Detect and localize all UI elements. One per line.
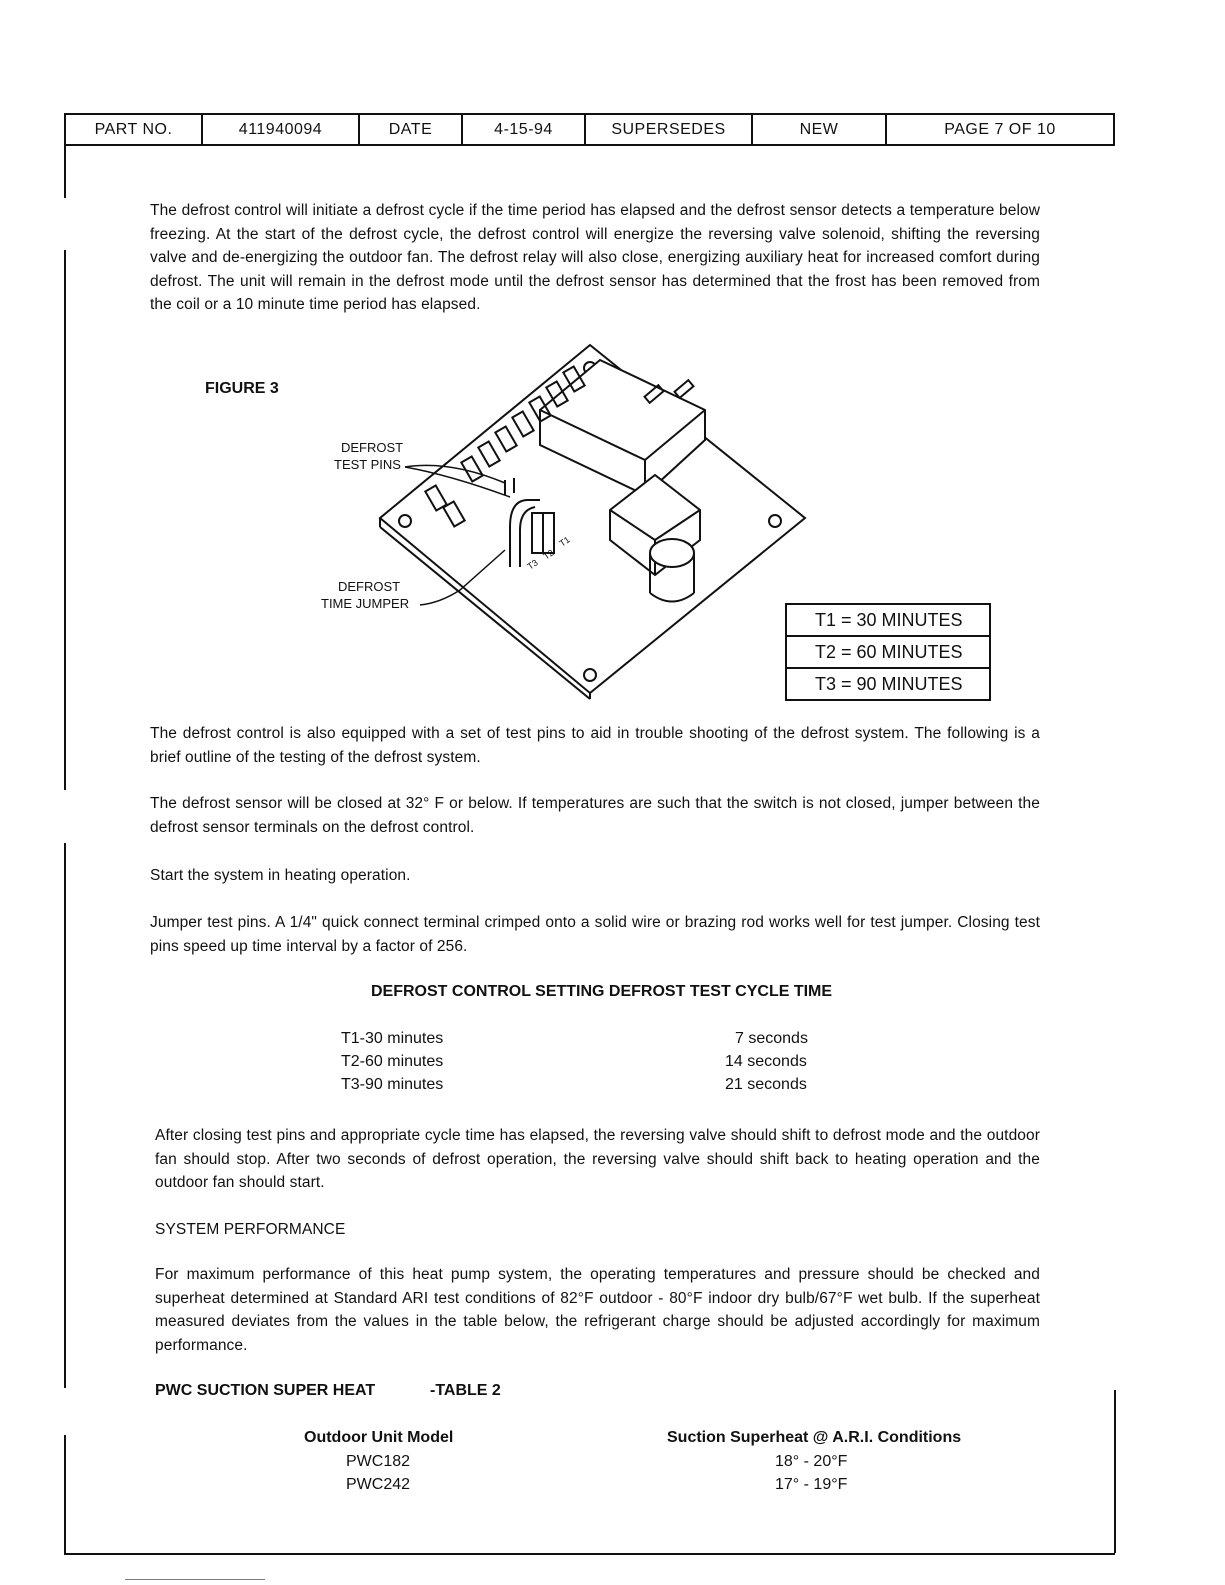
superheat-table-title: PWC SUCTION SUPER HEAT <box>155 1382 376 1399</box>
timing-row: T3 = 90 MINUTES <box>815 673 963 694</box>
paragraph-performance: For maximum performance of this heat pump system, the operating temperatures and pressure should be checked and superheat determined at Standard ARI test conditions of 82°F outdoor - 80°F indoor dry bulb/67°F wet bulb. If the superheat measured deviates from the values in the table below, the refrigerant charge should be adjusted accordingly for maximum performance. <box>155 1266 1040 1354</box>
date-label: DATE <box>360 115 463 144</box>
callout-jumper-label: DEFROST TIME JUMPER <box>321 579 410 611</box>
defrost-table-heading: DEFROST CONTROL SETTING DEFROST TEST CYCLE TIME <box>371 983 833 1000</box>
defrost-cycle-time: 7 seconds <box>735 1030 808 1047</box>
defrost-cycle-time: 14 seconds <box>725 1053 807 1070</box>
paragraph-start: Start the system in heating operation. <box>150 867 411 884</box>
superheat-model: PWC242 <box>346 1476 411 1493</box>
defrost-setting: T1-30 minutes <box>341 1030 444 1047</box>
left-border-segment <box>64 843 66 1388</box>
superheat-table-label: -TABLE 2 <box>430 1382 501 1399</box>
part-no-label: PART NO. <box>66 115 203 144</box>
date-value: 4-15-94 <box>463 115 586 144</box>
right-border-segment <box>1114 1390 1116 1553</box>
defrost-setting: T2-60 minutes <box>341 1053 444 1070</box>
defrost-setting: T3-90 minutes <box>341 1076 444 1093</box>
defrost-cycle-time: 21 seconds <box>725 1076 807 1093</box>
bottom-border <box>64 1553 1115 1555</box>
board-mark-t3: T3 <box>525 557 540 572</box>
left-border-segment <box>64 1435 66 1555</box>
callout-test-pins-label: DEFROST TEST PINS <box>334 440 404 472</box>
left-border-segment <box>64 146 66 198</box>
timing-table <box>785 603 991 701</box>
paragraph-jumper: Jumper test pins. A 1/4" quick connect terminal crimped onto a solid wire or brazing rod works well for test jumper. Closing test pins speed up time interval by a factor of 256. <box>150 914 1040 955</box>
timing-row: T1 = 30 MINUTES <box>787 605 989 637</box>
defrost-control-board-diagram <box>300 335 820 700</box>
supersedes-label: SUPERSEDES <box>586 115 753 144</box>
section-heading-system-performance: SYSTEM PERFORMANCE <box>155 1221 346 1238</box>
superheat-value: 17° - 19°F <box>775 1476 848 1493</box>
page-number: PAGE 7 OF 10 <box>944 120 1056 138</box>
intro-paragraph: The defrost control will initiate a defrost cycle if the time period has elapsed and the defrost sensor detects a temperature below freezing. At the start of the defrost cycle, the defrost control will energize the reversing valve solenoid, shifting the reversing valve and de-energizing the outdoor fan. The defrost relay will also close, energizing auxiliary heat for increased comfort during defrost. The unit will remain in the defrost mode until the defrost sensor has determined that the frost has been removed from the coil or a 10 minute time period has elapsed. <box>150 202 1040 313</box>
header-table <box>64 113 1115 146</box>
superheat-col-header-superheat: Suction Superheat @ A.R.I. Conditions <box>667 1429 962 1446</box>
superheat-col-header-model: Outdoor Unit Model <box>304 1429 454 1446</box>
paragraph-after-closing: After closing test pins and appropriate cycle time has elapsed, the reversing valve should shift to defrost mode and the outdoor fan should stop. After two seconds of defrost operation, the reversing valve should shift back to heating operation and the outdoor fan should start. <box>155 1127 1040 1191</box>
superheat-model: PWC182 <box>346 1453 411 1470</box>
timing-row: T2 = 60 MINUTES <box>787 637 989 669</box>
supersedes-value: NEW <box>753 115 887 144</box>
figure-label: FIGURE 3 <box>205 380 279 397</box>
capacitor <box>650 539 694 567</box>
footer-rule <box>125 1579 265 1580</box>
paragraph-test-pins: The defrost control is also equipped with a set of test pins to aid in trouble shooting of the defrost system. The following is a brief outline of the testing of the defrost system. <box>150 725 1040 766</box>
board-mark-t2: T2 <box>541 547 556 562</box>
board-mark-t1: T1 <box>557 534 572 549</box>
left-border-segment <box>64 250 66 790</box>
superheat-value: 18° - 20°F <box>775 1453 848 1470</box>
part-no-value: 411940094 <box>203 115 360 144</box>
paragraph-defrost-sensor: The defrost sensor will be closed at 32° F or below. If temperatures are such that the switch is not closed, jumper between the defrost sensor terminals on the defrost control. <box>150 795 1040 836</box>
